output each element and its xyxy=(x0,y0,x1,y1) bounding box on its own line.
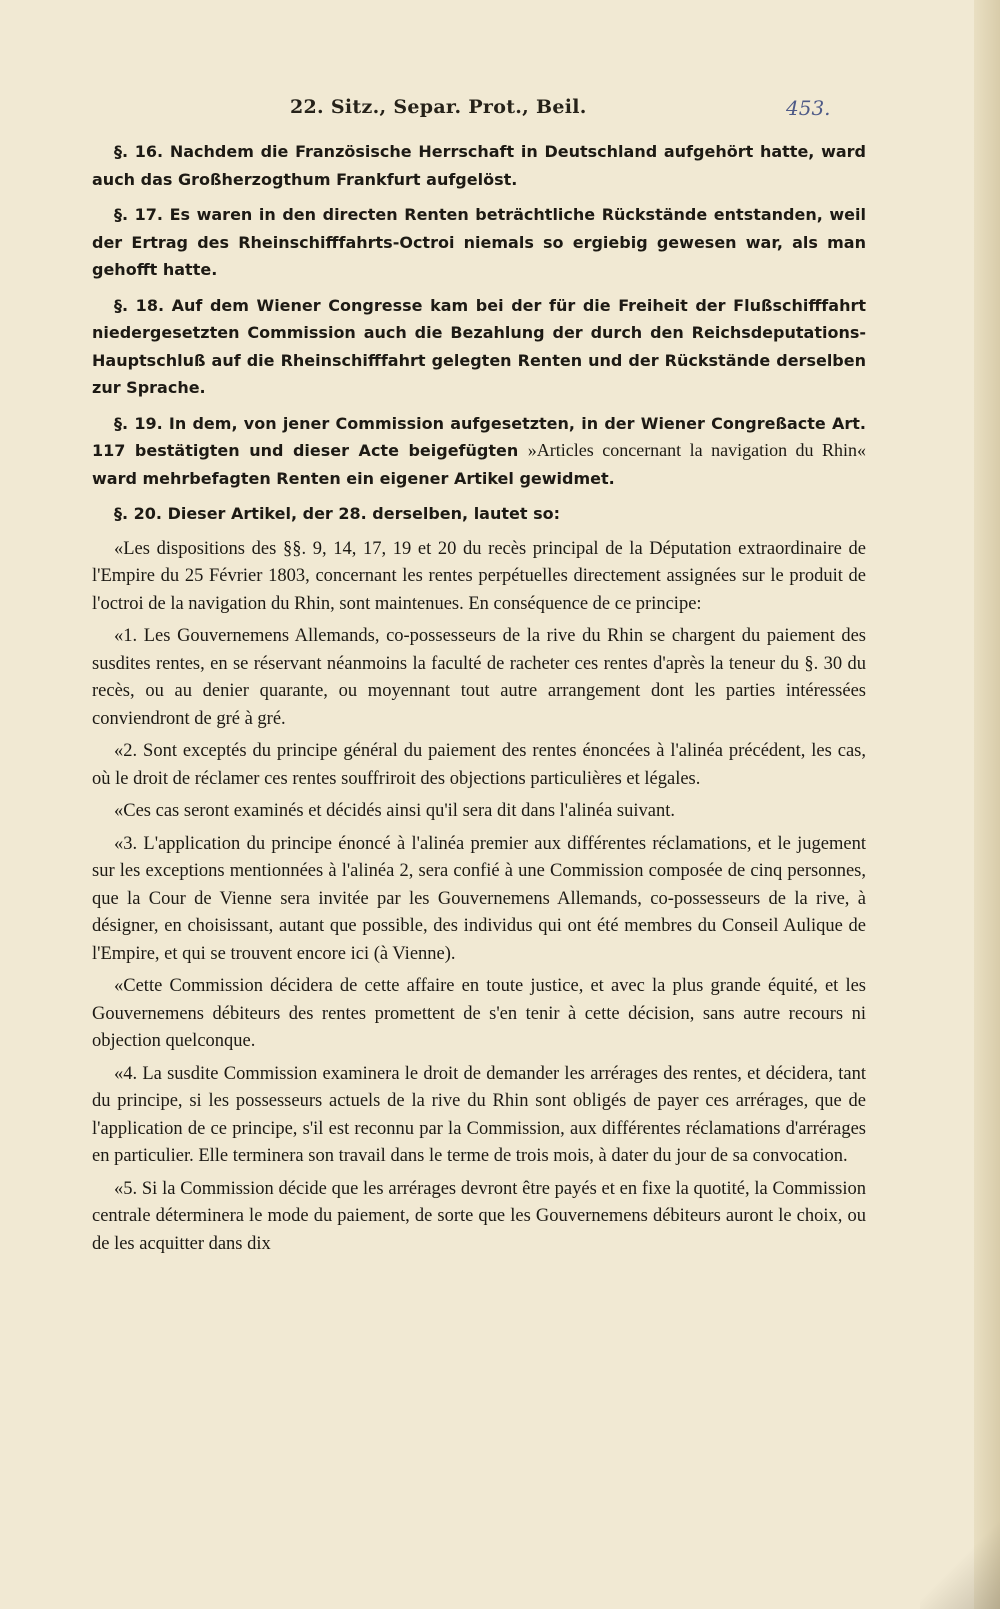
section-19-text-after: ward mehrbefagten Renten ein eigener Artikel gewidmet. xyxy=(92,468,615,488)
paragraph-section-18: §. 18. Auf dem Wiener Congresse kam bei der für die Freiheit der Flußschifffahrt niedergesetzten Commission auch die Bezahlung der durch den Reichsdeputations-Hauptschluß auf die Rheinschifffahrt gelegten Renten und der Rückstände derselben zur Sprache. xyxy=(92,295,866,397)
section-19-french-title: »Articles concernant la navigation du Rhin« xyxy=(527,440,866,460)
handwritten-folio-number: 453. xyxy=(786,96,831,120)
article-point-4: «4. La susdite Commission examinera le droit de demander les arrérages des rentes, et décidera, tant du principe, si les possesseurs actuels de la rive du Rhin sont obligés de payer ces arrérages, que de l'application de ce principe, s'il est reconnu par la Commission, aux différentes réclamations d'arrérages en particulier. Elle terminera son travail dans le terme de trois mois, à dater du jour de sa convocation. xyxy=(92,1063,866,1166)
paragraph-section-19 xyxy=(92,410,866,493)
article-point-1: «1. Les Gouvernemens Allemands, co-possesseurs de la rive du Rhin se chargent du paiement des susdites rentes, en se réservant néanmoins la faculté de racheter ces rentes d'après la teneur du §. 30 du recès, ou au denier quarante, ou moyennant tout autre arrangement dont les parties intéressées conviendront de gré à gré. xyxy=(92,626,866,729)
paragraph-section-16: §. 16. Nachdem die Französische Herrschaft in Deutschland aufgehört hatte, ward auch das Großherzogthum Frankfurt aufgelöst. xyxy=(92,142,866,189)
article-point-2: «2. Sont exceptés du principe général du paiement des rentes énoncées à l'alinéa précédent, les cas, où le droit de réclamer ces rentes souffriroit des objections particulières et légales. xyxy=(92,741,866,789)
article-intro: «Les dispositions des §§. 9, 14, 17, 19 et 20 du recès principal de la Députation extraordinaire de l'Empire du 25 Février 1803, concernant les rentes perpétuelles directement assignées sur le produit de l'octroi de la navigation du Rhin, sont maintenues. En conséquence de ce principe: xyxy=(92,538,866,614)
running-head: 22. Sitz., Separ. Prot., Beil. xyxy=(290,96,587,118)
page-header xyxy=(0,96,1000,130)
page-corner-shadow xyxy=(920,1489,1000,1609)
article-point-3-note: «Cette Commission décidera de cette affaire en toute justice, et avec la plus grande équité, et les Gouvernemens débiteurs des rentes promettent de s'en tenir à cette décision, sans autre recours ni objection quelconque. xyxy=(92,976,866,1051)
article-point-5: «5. Si la Commission décide que les arrérages devront être payés et en fixe la quotité, la Commission centrale déterminera le mode du paiement, de sorte que les Gouvernemens débiteurs auront le choix, ou de les acquitter dans dix xyxy=(92,1178,866,1254)
article-point-3: «3. L'application du principe énoncé à l'alinéa premier aux différentes réclamations, et le jugement sur les exceptions mentionnées à l'alinéa 2, sera confié à une Commission composée de cinq personnes, que la Cour de Vienne sera invitée par les Gouvernemens Allemands, co-possesseurs de la rive, à désigner, en choisissant, autant que possible, des individus qui ont été membres du Conseil Aulique de l'Empire, et qui se trouvent encore ici (à Vienne). xyxy=(92,833,866,964)
body-text xyxy=(92,138,866,1263)
paragraph-section-17: §. 17. Es waren in den directen Renten beträchtliche Rückstände entstanden, weil der Ertrag des Rheinschifffahrts-Octroi niemals so ergiebig gewesen war, als man gehofft hatte. xyxy=(92,205,866,279)
section-19-text-before: §. 19. In dem, von jener Commission aufgesetzten, in der Wiener Congreßacte Art. 117 bestätigten und dieser Acte beigefügten xyxy=(92,413,866,460)
page-edge xyxy=(974,0,1000,1609)
paragraph-section-20: §. 20. Dieser Artikel, der 28. derselben, lautet so: xyxy=(114,504,560,523)
article-point-2-note: «Ces cas seront examinés et décidés ainsi qu'il sera dit dans l'alinéa suivant. xyxy=(114,801,675,821)
